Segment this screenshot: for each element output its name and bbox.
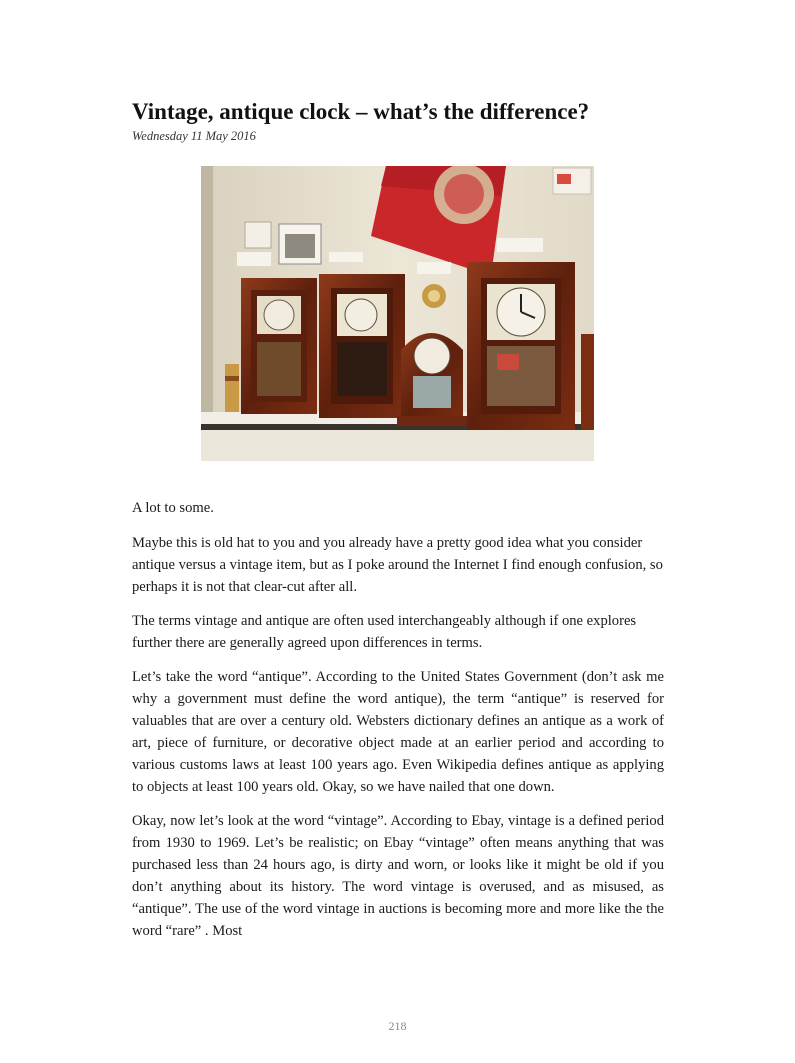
paragraph-confusion: Maybe this is old hat to you and you already have a pretty good idea what you consider antique versus a vintage item, but as I poke around the Internet I find enough confusion, so perhaps it is not that clear-cut after all.	[132, 535, 663, 595]
paragraph-vintage-definition: Okay, now let’s look at the word “vintage”. According to Ebay, vintage is a defined period from 1930 to 1969. Let’s be realistic; on Ebay “vintage” often means anything that was purchased less than 24 hours ago, is dirty and worn, or looks like it might be old if you don’t anything about its history. The word vintage is overused, and as misused, as “antique”. The use of the word vintage in auctions is becoming more and more like the the word “rare” . Most	[132, 813, 664, 939]
page-title: Vintage, antique clock – what’s the difference?	[132, 99, 590, 124]
museum-clocks-photo	[201, 166, 594, 461]
paragraph-terms: The terms vintage and antique are often used interchangeably although if one explores further there are generally agreed upon differences in terms.	[132, 613, 637, 651]
clock-display-illustration	[201, 166, 594, 461]
page-number: 218	[388, 1019, 407, 1033]
page-date: Wednesday 11 May 2016	[132, 129, 256, 143]
article-body	[132, 497, 664, 954]
paragraph-intro: A lot to some.	[132, 500, 214, 516]
paragraph-antique-definition: Let’s take the word “antique”. According to the United States Government (don’t ask me why a government must define the word antique), the term “antique” is reserved for valuables that are over a century old. Websters dictionary defines an antique as a work of art, piece of furniture, or decorative object made at an earlier period and according to various customs laws at least 100 years ago. Even Wikipedia defines antique as applying to objects at least 100 years old. Okay, so we have nailed that one down.	[132, 669, 664, 795]
